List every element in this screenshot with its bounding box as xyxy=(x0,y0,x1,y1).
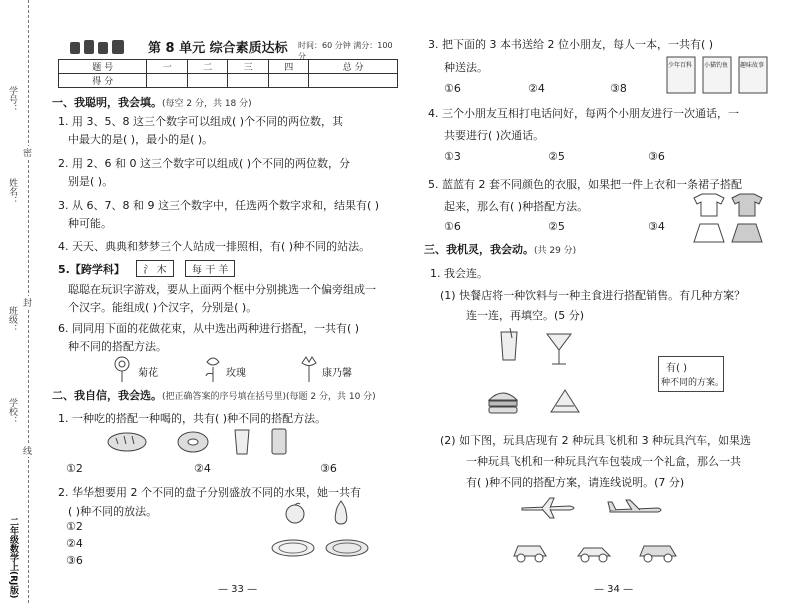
score-cell[interactable] xyxy=(309,74,398,88)
bread-icon xyxy=(106,430,148,454)
choice-5-line2: 起来，那么有( )种搭配方法。 xyxy=(444,200,589,213)
sandwich-icon xyxy=(548,386,582,416)
question-2-line2: 别是( )。 xyxy=(68,175,114,188)
s3-question-1: 1. 我会连。 xyxy=(430,267,488,280)
option[interactable]: ②4 xyxy=(66,537,83,550)
question-3-line1: 3. 从 6、7、8 和 9 这三个数字中，任选两个数字求和，结果有( ) xyxy=(58,199,380,212)
component-box: 每 干 羊 xyxy=(185,260,235,277)
option[interactable]: ②4 xyxy=(194,462,211,475)
fill-in-line1: 有( ) xyxy=(666,363,687,374)
option[interactable]: ③8 xyxy=(610,82,627,95)
question-1-line2: 中最大的是( )，最小的是( )。 xyxy=(68,133,214,146)
book-title: 少年百科 xyxy=(668,62,693,69)
cut-mark: 密 xyxy=(23,146,32,159)
section-1-heading xyxy=(52,94,252,110)
section-3-heading xyxy=(424,241,576,257)
score-header-cell: 四 xyxy=(268,60,309,74)
toy-airplane-icon xyxy=(606,496,666,522)
toy-car-icon xyxy=(512,538,548,564)
flower-label: 玫瑰 xyxy=(226,368,246,379)
question-3-line2: 种可能。 xyxy=(68,217,112,230)
s3-part2-line1: (2) 如下图，玩具店现有 2 种玩具飞机和 3 种玩具汽车，如果选 xyxy=(440,434,752,447)
choice-2-line1: 2. 华华想要用 2 个不同的盘子分别盛放不同的水果，她一共有 xyxy=(58,486,361,499)
choice-2-line2: ( )种不同的放法。 xyxy=(68,505,158,518)
score-header-cell: 三 xyxy=(228,60,269,74)
soda-can-icon xyxy=(270,426,288,456)
option[interactable]: ①2 xyxy=(66,462,83,475)
option[interactable]: ①3 xyxy=(444,150,461,163)
option[interactable]: ③6 xyxy=(320,462,337,475)
score-header-cell: 一 xyxy=(147,60,188,74)
choice-4-line2: 共要进行( )次通话。 xyxy=(444,129,545,142)
hamburger-icon xyxy=(486,386,520,416)
skirt-icon xyxy=(692,222,726,244)
section-2-note: (把正确答案的序号填在括号里)(每题 2 分，共 10 分) xyxy=(162,392,376,402)
page-header xyxy=(58,34,398,60)
grade-label: 二年级数学上(RJ版) xyxy=(8,517,18,599)
time-score-info: 时间：60 分钟 满分：100 分 xyxy=(298,41,393,61)
plate-icon xyxy=(270,538,316,558)
name-label: 姓名： xyxy=(7,178,17,205)
toy-car-icon xyxy=(638,536,678,564)
section-3-note: (共 29 分) xyxy=(534,246,577,256)
option[interactable]: ①6 xyxy=(444,220,461,233)
score-table xyxy=(58,59,398,88)
plate-icon xyxy=(324,538,370,558)
section-2-heading xyxy=(52,387,376,403)
section-2-title: 二、我自信，我会选。 xyxy=(52,389,162,402)
question-6-line1: 6. 同同用下面的花做花束，从中选出两种进行搭配，一共有( ) xyxy=(58,322,360,335)
choice-4-line1: 4. 三个小朋友互相打电话问好，每两个小朋友进行一次通话，一 xyxy=(428,107,739,120)
fill-in-line2: 种不同的方案。 xyxy=(661,378,725,388)
score-cell[interactable] xyxy=(187,74,228,88)
book-title: 趣味故事 xyxy=(740,62,765,69)
score-cell[interactable] xyxy=(228,74,269,88)
option[interactable]: ②4 xyxy=(528,82,545,95)
apple-icon xyxy=(284,502,306,524)
question-6-line2: 种不同的搭配方法。 xyxy=(68,340,167,353)
choice-1-question: 1. 一种吃的搭配一种喝的，共有( )种不同的搭配方法。 xyxy=(58,412,327,425)
score-header-cell: 总 分 xyxy=(309,60,398,74)
chrysanthemum-icon xyxy=(110,356,134,382)
score-header-cell: 二 xyxy=(187,60,228,74)
question-1-line1: 1. 用 3、5、8 这三个数字可以组成( )个不同的两位数，其 xyxy=(58,115,344,128)
choice-5-line1: 5. 蓝蓝有 2 套不同颜色的衣服，如果把一件上衣和一条裙子搭配 xyxy=(428,178,742,191)
school-label: 学校： xyxy=(7,398,17,425)
class-label: 班级： xyxy=(7,306,17,333)
score-row-label: 得 分 xyxy=(59,74,147,88)
option[interactable]: ②5 xyxy=(548,150,565,163)
carnation-icon xyxy=(298,354,320,382)
s3-part2-line2: 一种玩具飞机和一种玩具汽车包装成一个礼盒，那么一共 xyxy=(466,455,741,468)
flower-label: 康乃馨 xyxy=(322,368,352,379)
toy-airplane-icon xyxy=(520,496,580,520)
cocktail-glass-icon xyxy=(544,330,574,368)
score-cell[interactable] xyxy=(268,74,309,88)
option[interactable]: ①6 xyxy=(444,82,461,95)
score-cell[interactable] xyxy=(147,74,188,88)
student-id-label: 学号： xyxy=(7,86,17,113)
pear-icon xyxy=(330,498,352,526)
choice-3-line1: 3. 把下面的 3 本书送给 2 位小朋友，每人一本，一共有( ) xyxy=(428,38,714,51)
radical-box: 氵 木 xyxy=(136,260,173,277)
question-2-line1: 2. 用 2、6 和 0 这三个数字可以组成( )个不同的两位数，分 xyxy=(58,157,351,170)
option[interactable]: ③4 xyxy=(648,220,665,233)
question-5-line2: 个汉字。能组成( )个汉字，分别是( )。 xyxy=(68,301,258,314)
section-1-title: 一、我聪明，我会填。 xyxy=(52,96,162,109)
shirt-icon xyxy=(692,192,726,218)
choice-3-line2: 种送法。 xyxy=(444,61,488,74)
question-5-label: 5.【跨学科】 xyxy=(58,263,125,276)
juice-glass-icon xyxy=(232,426,252,456)
question-5-line1: 聪聪在玩识字游戏，要从上面两个框中分别挑选一个偏旁组成一 xyxy=(68,283,376,296)
score-header-cell: 题 号 xyxy=(59,60,147,74)
s3-part1-line1: (1) 快餐店将一种饮料与一种主食进行搭配销售。有几种方案？ xyxy=(440,289,746,302)
section-1-note: (每空 2 分，共 18 分) xyxy=(162,99,252,109)
logo-icon xyxy=(68,36,132,56)
page-number: — 33 — xyxy=(218,584,258,595)
page-title: 第 8 单元 综合素质达标 xyxy=(148,41,288,56)
s3-part1-line2: 连一连，再填空。(5 分) xyxy=(466,309,585,322)
question-5-header xyxy=(58,260,235,277)
flower-label: 菊花 xyxy=(138,368,158,379)
s3-part2-line3: 有( )种不同的搭配方案，请连线说明。(7 分) xyxy=(466,476,685,489)
option[interactable]: ③6 xyxy=(66,554,83,567)
page-number: — 34 — xyxy=(594,584,634,595)
binding-margin xyxy=(0,0,42,603)
option[interactable]: ②5 xyxy=(548,220,565,233)
juice-cup-icon xyxy=(498,328,520,362)
rose-icon xyxy=(202,354,224,382)
toy-car-icon xyxy=(576,538,612,564)
cut-mark: 封 xyxy=(23,296,32,309)
section-3-title: 三、我机灵，我会动。 xyxy=(424,243,534,256)
shirt-icon xyxy=(730,192,764,218)
donut-icon xyxy=(176,430,210,454)
question-4: 4. 天天、典典和梦梦三个人站成一排照相，有( )种不同的站法。 xyxy=(58,240,371,253)
book-title: 小猫钓鱼 xyxy=(704,62,729,69)
cut-mark: 线 xyxy=(23,444,32,457)
option[interactable]: ③6 xyxy=(648,150,665,163)
skirt-icon xyxy=(730,222,764,244)
option[interactable]: ①2 xyxy=(66,520,83,533)
